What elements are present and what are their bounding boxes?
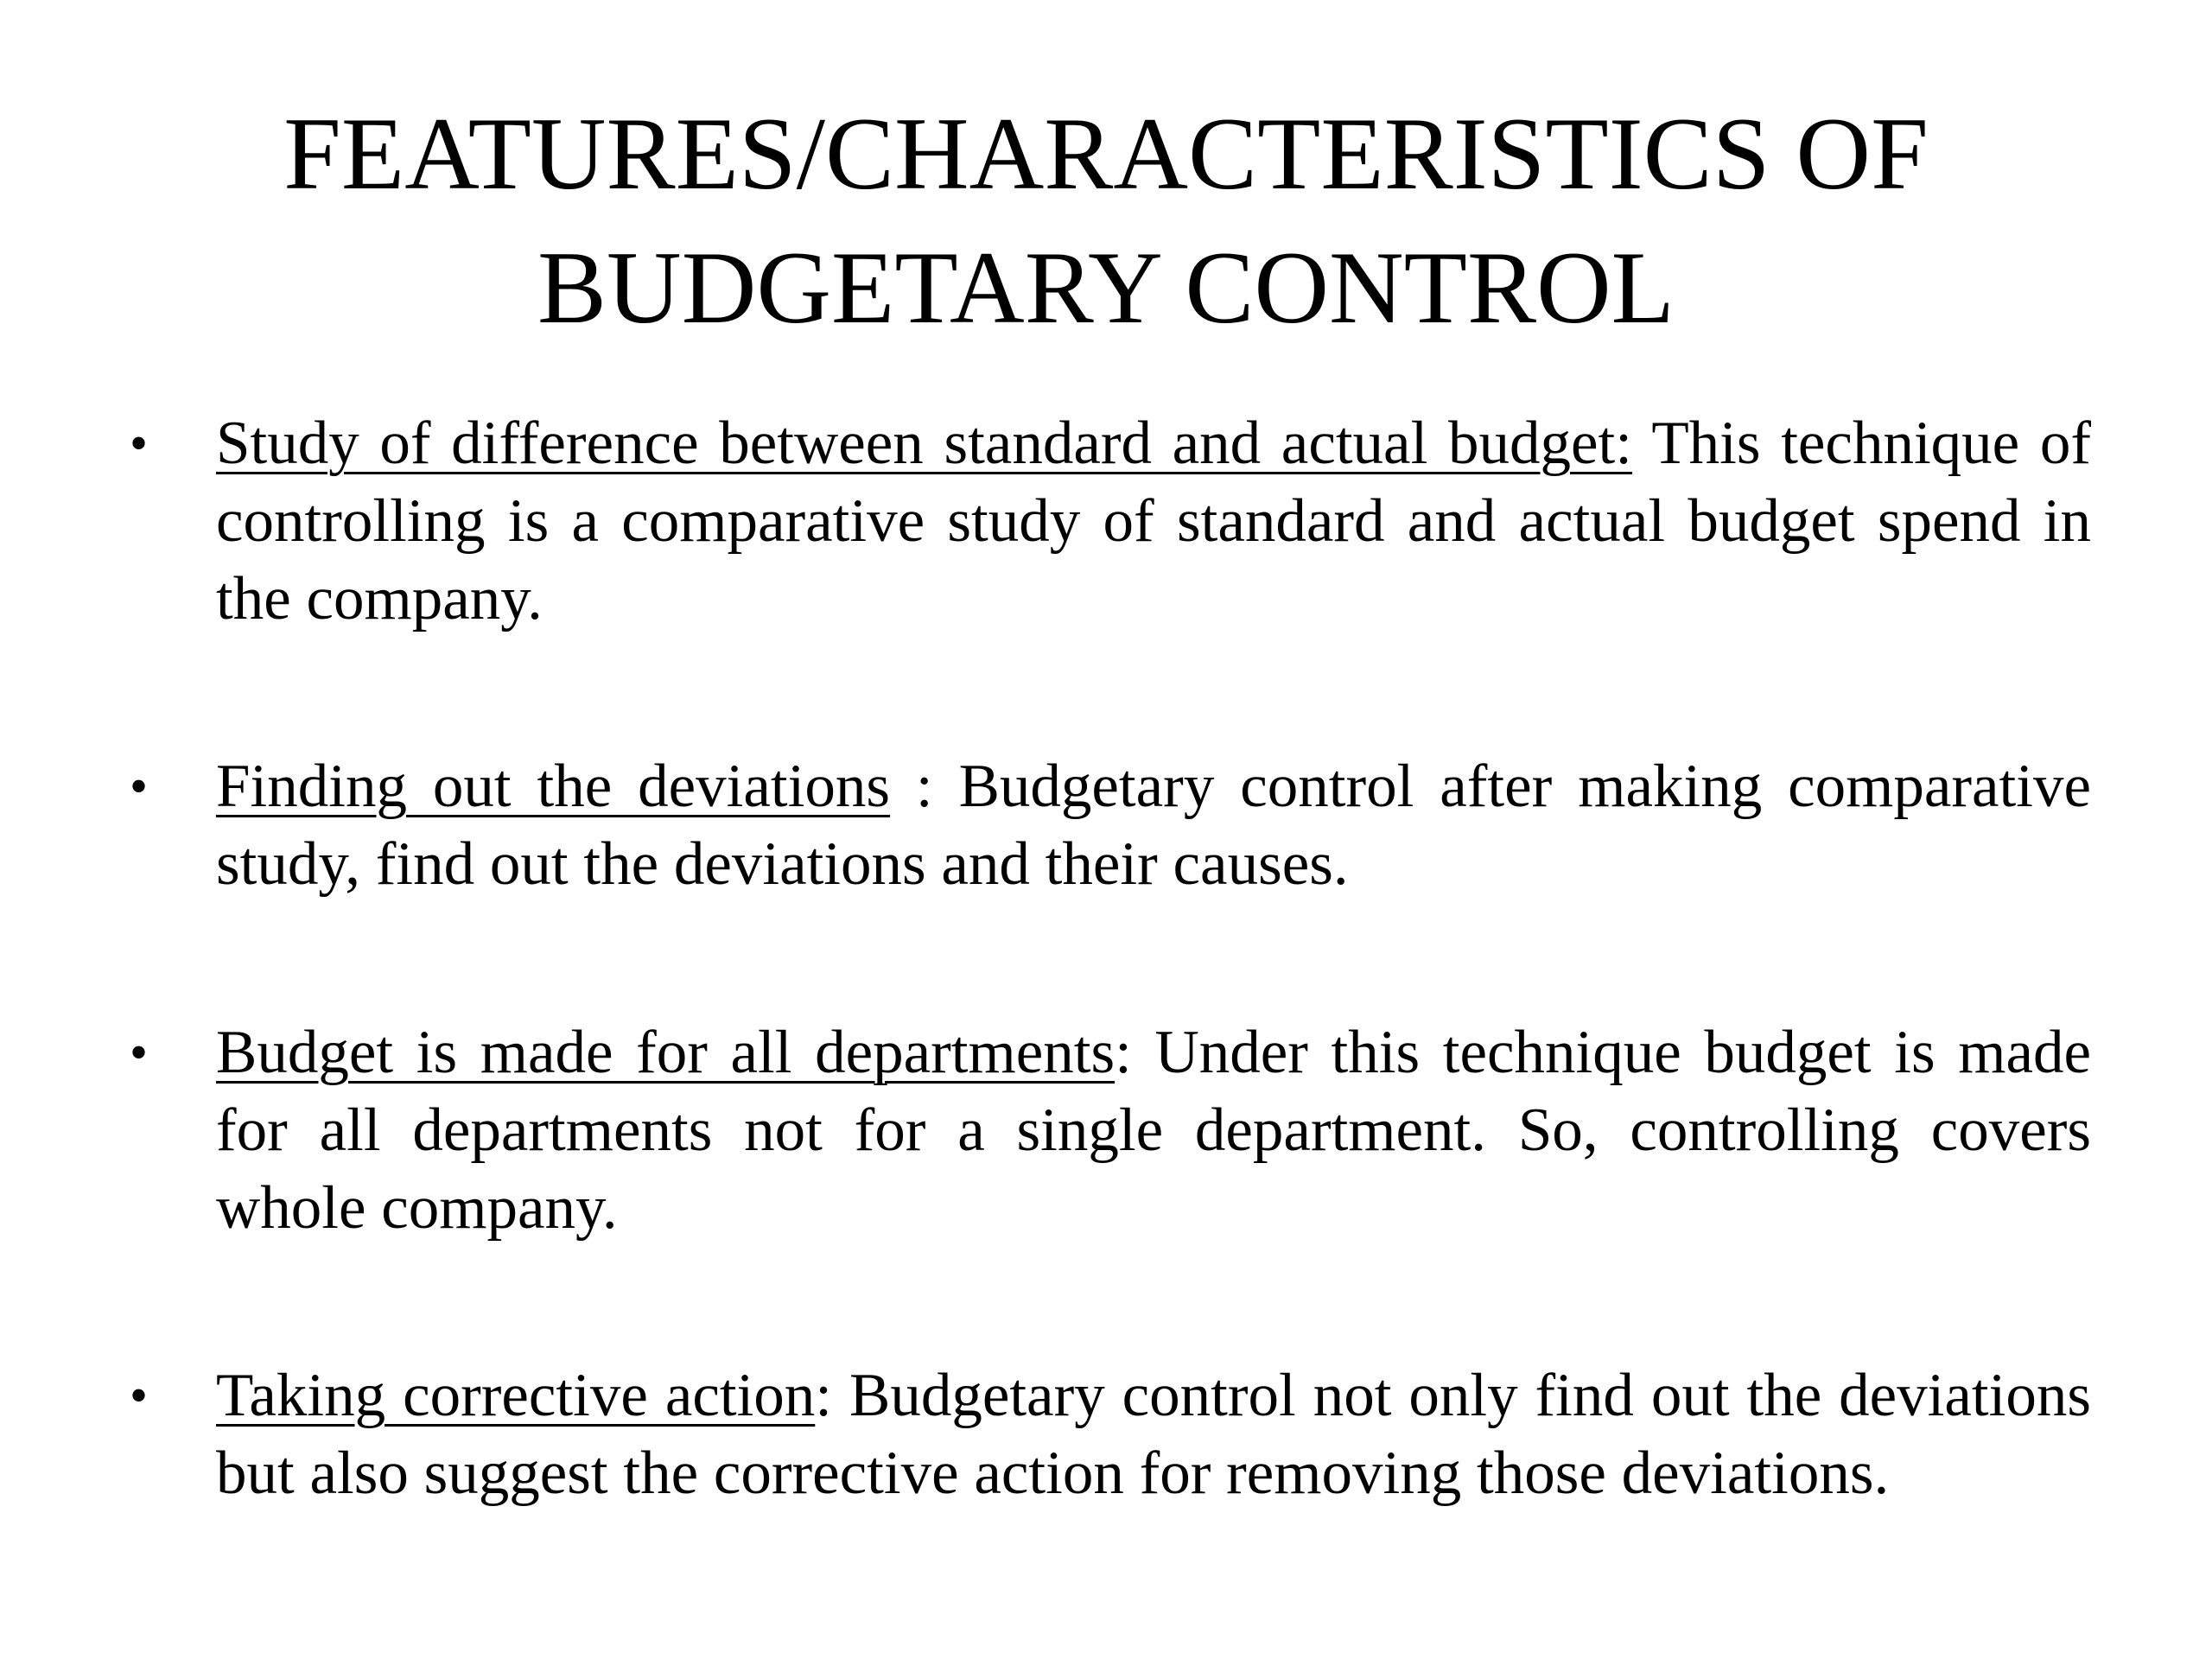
bullet-text: : Budgetary control not only find out the deviations but also suggest the corrective action for removing those deviations. <box>216 1362 2091 1507</box>
slide-title-line-2: BUDGETARY CONTROL <box>537 230 1675 345</box>
bullet-icon: • <box>130 1024 149 1081</box>
bullet-icon: • <box>130 415 149 472</box>
bullet-item <box>130 404 2091 638</box>
bullet-term: Budget is made for all departments <box>216 1019 1116 1086</box>
bullet-item <box>130 1014 2091 1247</box>
bullet-item <box>130 747 2091 903</box>
bullet-term: Study of difference between standard and actual budget: <box>216 410 1632 477</box>
bullet-term: Finding out the deviations <box>216 753 890 820</box>
bullet-item <box>130 1357 2091 1512</box>
slide-title-line-1: FEATURES/CHARACTERISTICS OF <box>283 96 1929 211</box>
bullet-icon: • <box>130 1367 149 1424</box>
bullet-text: : Under this technique budget is made for all departments not for a single department. So, controlling covers whole company. <box>216 1019 2091 1242</box>
bullet-term: Taking corrective action <box>216 1362 816 1429</box>
bullet-icon: • <box>130 758 149 815</box>
bullet-text: : Budgetary control after making comparative study, find out the deviations and their causes. <box>216 753 2091 898</box>
bullet-text: This technique of controlling is a comparative study of standard and actual budget spend in the company. <box>216 410 2091 632</box>
slide-title <box>138 86 2074 354</box>
